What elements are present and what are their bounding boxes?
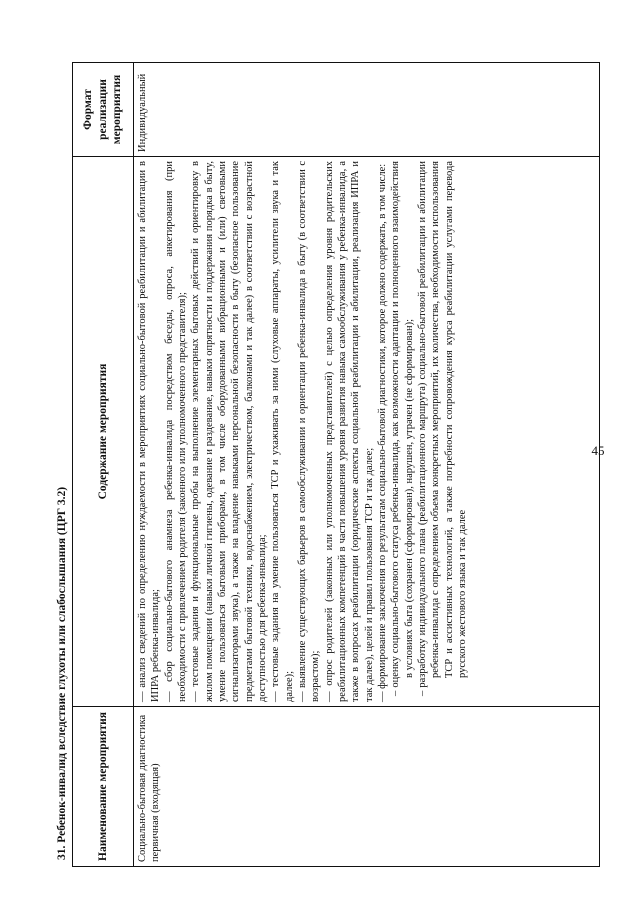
content-item: — опрос родителей (законных или уполномоченных представителей) с целью определения уровня родительских реабилитационных компетенций в части повышения уровня развития навыка самообслуживания у ребенка-инвалида, а также в вопросах реабилитации (юридические аспекты социальной реабилитации и абилитации, реализация ИПРА и так далее), целей и правил пользования ТСР и так далее; bbox=[323, 161, 375, 702]
header-name: Наименование мероприятия bbox=[73, 707, 134, 867]
table-row bbox=[134, 63, 600, 867]
content-subitem: – разработку индивидуального плана (реабилитационного маршрута) социально-бытовой реабилитации и абилитации ребенка-инвалида с определением объема конкретных мероприятий, их количества, необходимости использования ТСР и ассистивных технологий, а также потребности сопровождения курса реабилитации услугами перевода русского жестового языка и так далее bbox=[416, 161, 468, 696]
content-item: — тестовые задания на умение пользоваться ТСР и ухаживать за ними (слуховые аппараты, усилители звука и так далее); bbox=[270, 161, 295, 702]
header-content: Содержание мероприятия bbox=[73, 157, 134, 707]
activities-table bbox=[72, 62, 600, 867]
page-number: 45 bbox=[591, 443, 605, 458]
content-item: — тестовые задания и функциональные пробы на выполнение элементарных бытовых действий и ориентировку в жилом помещении (навыки личной гигиены, одевание и раздевание, навыки опрятности и поддержания порядка в быту, умение пользоваться бытовыми приборами, в том числе оборудованными вибрационными и (или) световыми сигнализаторами звука), а также на владение навыками персональной безопасности в быту (безопасное пользование предметами бытовой техники, водоснабжением, электричеством, балконами и так далее) в соответствии с возрастной доступностью для ребенка-инвалида; bbox=[190, 161, 268, 702]
content-item: — сбор социально-бытового анамнеза ребенка-инвалида посредством беседы, опроса, анкетирования (при необходимости с привлечением родителя (законного или уполномоченного представителя); bbox=[163, 161, 188, 702]
section-title: 31. Ребенок-инвалид вследствие глухоты или слабослышания (ЦРГ 3.2) bbox=[56, 486, 68, 860]
activity-format: Индивидуальный bbox=[134, 63, 600, 157]
activity-name: Социально-бытовая диагностика первичная (входящая) bbox=[134, 707, 600, 867]
header-format: Формат реализации мероприятия bbox=[73, 63, 134, 157]
activity-content bbox=[134, 157, 600, 707]
content-item: — выявление существующих барьеров в самообслуживании и ориентации ребенка-инвалида в быту (в соответствии с возрастом); bbox=[296, 161, 322, 702]
content-item: — формирование заключения по результатам социально-бытовой диагностики, которое должно содержать, в том числе: bbox=[376, 163, 388, 702]
content-item: — анализ сведений по определению нуждаемости в мероприятиях социально-бытовой реабилитации и абилитации в ИПРА ребенка-инвалида; bbox=[137, 161, 162, 702]
table-header-row bbox=[73, 63, 134, 867]
content-subitem: – оценку социально-бытового статуса ребенка-инвалида, как возможности адаптации и полноценного взаимодействия в условиях быта (сохранен (сформирован), нарушен, утрачен (не сформирован); bbox=[390, 161, 415, 696]
